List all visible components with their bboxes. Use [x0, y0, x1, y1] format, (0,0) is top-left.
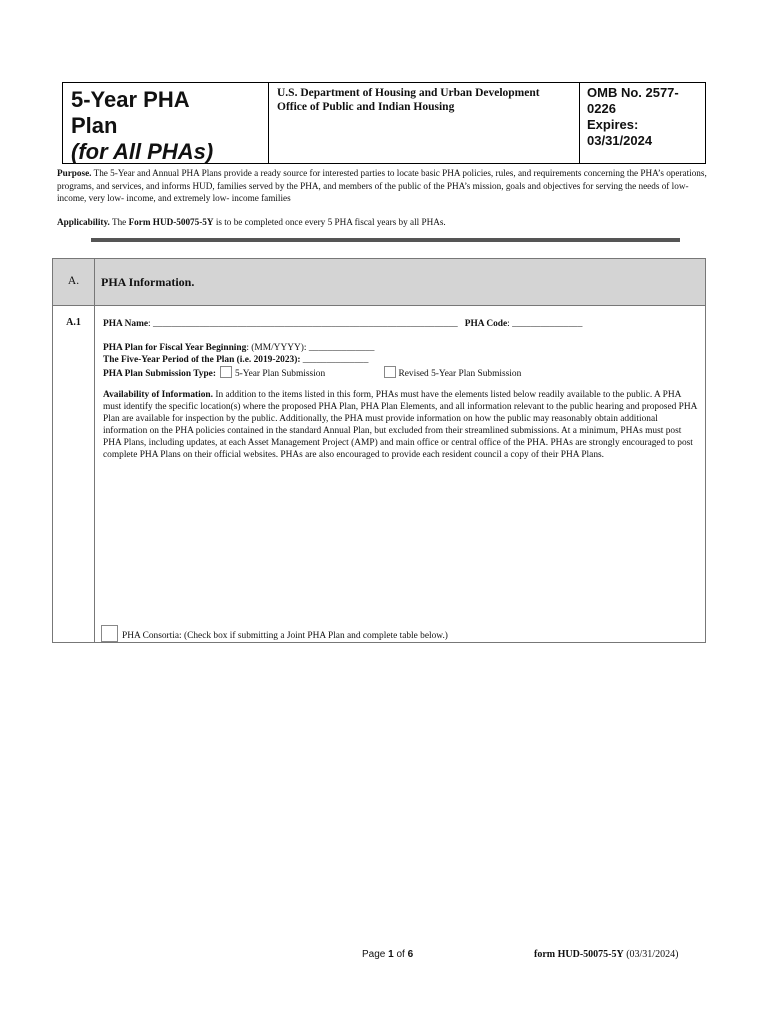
five-year-plan-checkbox[interactable]	[220, 366, 232, 378]
consortia-text: PHA Consortia: (Check box if submitting a Joint PHA Plan and complete table below.)	[122, 631, 448, 641]
five-year-period-line	[103, 354, 701, 366]
section-title: PHA Information.	[101, 275, 195, 289]
five-year-plan-option-label: 5-Year Plan Submission	[234, 369, 326, 379]
form-id-name: form HUD-50075-5Y	[534, 949, 624, 960]
page-prefix: Page	[362, 949, 389, 960]
expires-date: 03/31/2024	[587, 133, 653, 148]
purpose-text: The 5-Year and Annual PHA Plans provide a ready source for interested parties to locate basic PHA policies, rules, and requirements concerning the PHA’s operations, programs, and services, and informs HUD, families served by the PHA, and members of the public of the PHA’s mission, goals and objectives for serving the needs of low- income, very low- income, and extremely low- income families	[57, 168, 707, 203]
purpose-label: Purpose.	[57, 168, 92, 178]
pha-code-label: PHA Code	[464, 319, 508, 329]
section-header-row	[53, 259, 705, 306]
omb-box	[579, 82, 706, 164]
availability-text: In addition to the items listed in this form, PHAs must have the elements listed below readily available to the public. A PHA must identify the specific location(s) where the proposed PHA Plan, PHA Plan Elements, and all information relevant to the public hearing and proposed PHA Plan are available for inspection by the public. Additionally, the PHA must provide information on how the public may reasonably obtain additional information on the PHA policies contained in the standard Annual Plan, but excluded from their streamlined submissions. At a minimum, PHAs must post PHA Plans, including updates, at each Asset Management Project (AMP) and main office or central office of the PHA. PHAs are strongly encouraged to post complete PHA Plans on their official websites. PHAs are also encouraged to provide each resident council a copy of their PHA Plans.	[103, 390, 697, 460]
pha-code-field[interactable]: : _______________	[507, 319, 583, 329]
revised-plan-option-label: Revised 5-Year Plan Submission	[398, 369, 522, 379]
row-id-a1: A.1	[66, 317, 81, 328]
consortia-line	[101, 625, 699, 642]
availability-label: Availability of Information.	[103, 390, 213, 400]
five-year-period-field[interactable]: ______________	[300, 355, 369, 365]
submission-type-label: PHA Plan Submission Type:	[103, 369, 216, 379]
section-divider	[91, 238, 680, 242]
omb-number-line1: OMB No. 2577-	[587, 85, 679, 100]
submission-type-line	[103, 366, 701, 380]
page-current: 1	[388, 949, 394, 960]
form-id-date: (03/31/2024)	[623, 949, 679, 960]
purpose-paragraph	[57, 167, 707, 205]
omb-number-line2: 0226	[587, 101, 616, 116]
pha-name-field[interactable]: : _________________________________________________________________	[148, 319, 458, 329]
fiscal-year-field[interactable]: : (MM/YYYY): ______________	[246, 343, 375, 353]
consortia-checkbox[interactable]	[101, 625, 118, 642]
department-name: U.S. Department of Housing and Urban Development	[277, 87, 540, 99]
column-divider	[94, 259, 95, 642]
pha-name-line	[103, 318, 701, 330]
fiscal-year-label: PHA Plan for Fiscal Year Beginning	[103, 343, 247, 353]
five-year-period-label: The Five-Year Period of the Plan (i.e. 2019-2023):	[103, 355, 301, 365]
applicability-text-pre: The	[109, 217, 129, 227]
availability-paragraph	[103, 389, 701, 461]
applicability-label: Applicability.	[57, 217, 110, 227]
expires-label: Expires:	[587, 117, 639, 132]
pha-information-table	[52, 258, 706, 643]
pha-name-label: PHA Name	[103, 319, 149, 329]
office-name: Office of Public and Indian Housing	[277, 101, 455, 113]
revised-plan-checkbox[interactable]	[384, 366, 396, 378]
section-id: A.	[67, 275, 80, 287]
form-title-box	[62, 82, 269, 164]
applicability-paragraph	[57, 216, 707, 229]
page-total: 6	[407, 949, 414, 960]
form-identifier	[534, 949, 678, 960]
title-line-1: 5-Year PHA	[71, 87, 190, 112]
page-of: of	[393, 949, 408, 960]
form-name: Form HUD-50075-5Y	[128, 217, 214, 227]
page-number	[362, 949, 413, 960]
form-title	[63, 83, 268, 165]
title-line-2: Plan	[71, 113, 118, 138]
department-box	[268, 82, 580, 164]
applicability-text-post: is to be completed once every 5 PHA fiscal years by all PHAs.	[213, 217, 446, 227]
title-line-3: (for All PHAs)	[71, 139, 214, 164]
fiscal-year-line	[103, 342, 701, 354]
